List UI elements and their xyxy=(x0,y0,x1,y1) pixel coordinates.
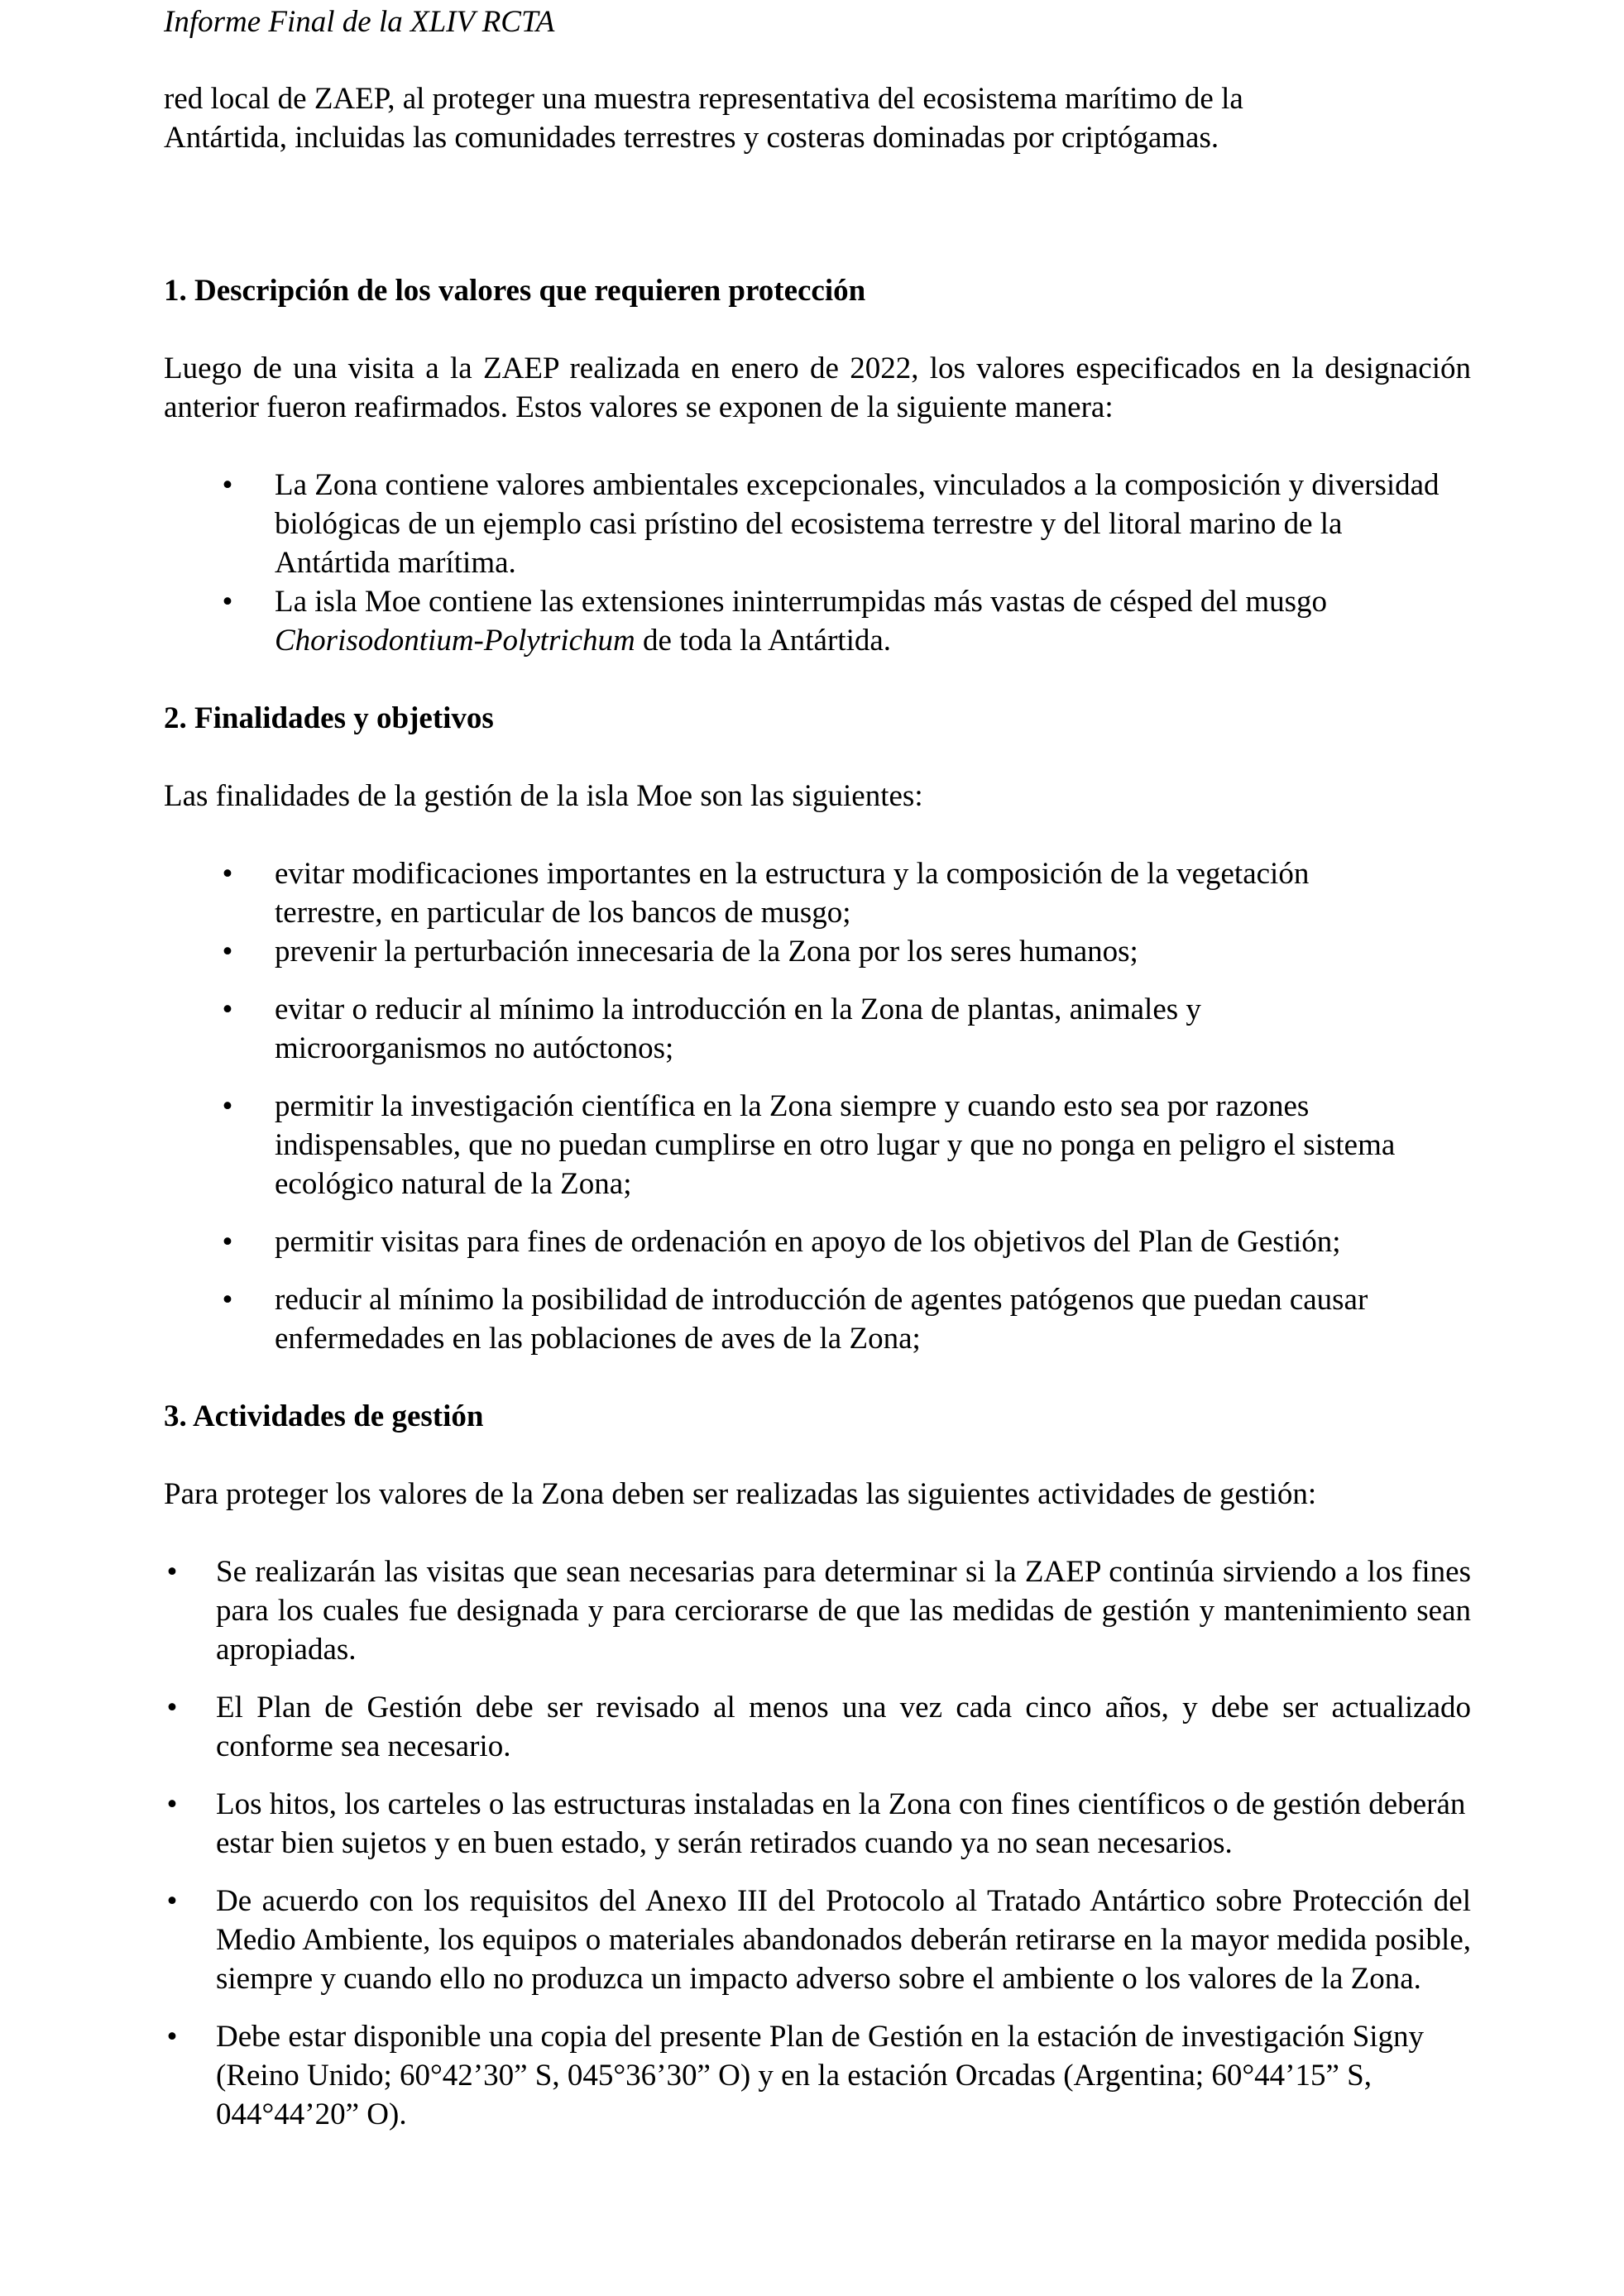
section-3-paragraph: Para proteger los valores de la Zona deben ser realizadas las siguientes actividades de gestión: xyxy=(164,1477,1317,1511)
bullet-icon: • xyxy=(166,2020,178,2054)
bullet-icon: • xyxy=(166,1555,178,1589)
list-item xyxy=(222,466,1471,582)
list-item-text: La Zona contiene valores ambientales excepcionales, vinculados a la composición y diversidad biológicas de un ejemplo casi prístino del ecosistema terrestre y del litoral marino de la Antártida marítima. xyxy=(275,468,1440,580)
list-item xyxy=(166,1552,1471,1669)
intro-line-2: Antártida, incluidas las comunidades terrestres y costeras dominadas por criptógamas. xyxy=(164,121,1219,155)
list-item xyxy=(222,582,1471,660)
list-item-text: La isla Moe contiene las extensiones ininterrumpidas más vastas de césped del musgo xyxy=(275,585,1328,619)
list-item xyxy=(166,1785,1471,1863)
bullet-icon: • xyxy=(222,468,233,502)
list-item xyxy=(166,1688,1471,1766)
list-item-text: evitar modificaciones importantes en la estructura y la composición de la vegetación terrestre, en particular de los bancos de musgo; xyxy=(275,857,1310,930)
list-item xyxy=(166,2017,1471,2134)
bullet-icon: • xyxy=(222,1089,233,1123)
intro-paragraph xyxy=(164,79,1471,157)
section-3-heading: 3. Actividades de gestión xyxy=(164,1399,484,1433)
running-header: Informe Final de la XLIV RCTA xyxy=(164,5,555,39)
list-item-text: De acuerdo con los requisitos del Anexo III del Protocolo al Tratado Antártico sobre Protección del Medio Ambiente, los equipos o materiales abandonados deberán retirarse en la mayor medida posible, siempre y cuando ello no produzca un impacto adverso sobre el ambiente o los valores de la Zona. xyxy=(216,1884,1471,1996)
list-item-text: permitir la investigación científica en la Zona siempre y cuando esto sea por razones indispensables, que no puedan cumplirse en otro lugar y que no ponga en peligro el sistema ecológico natural de la Zona; xyxy=(275,1089,1396,1201)
list-item xyxy=(222,932,1471,971)
bullet-icon: • xyxy=(222,857,233,891)
list-item-text: Debe estar disponible una copia del presente Plan de Gestión en la estación de investigación Signy (Reino Unido; 60°42’30” S, 045°36’30” O) y en la estación Orcadas (Argentina; 60°44’15” S, 044°44’20” O). xyxy=(216,2020,1425,2131)
intro-line-1: red local de ZAEP, al proteger una muestra representativa del ecosistema marítimo de la xyxy=(164,82,1243,116)
section-1-heading: 1. Descripción de los valores que requieren protección xyxy=(164,274,866,308)
bullet-icon: • xyxy=(166,1691,178,1724)
section-1-list xyxy=(222,466,1471,660)
list-item-text: prevenir la perturbación innecesaria de la Zona por los seres humanos; xyxy=(275,935,1138,969)
section-2-heading: 2. Finalidades y objetivos xyxy=(164,701,494,735)
list-item-text: El Plan de Gestión debe ser revisado al menos una vez cada cinco años, y debe ser actualizado conforme sea necesario. xyxy=(216,1691,1471,1763)
section-2-paragraph: Las finalidades de la gestión de la isla Moe son las siguientes: xyxy=(164,779,923,813)
bullet-icon: • xyxy=(222,993,233,1026)
list-item-text: permitir visitas para fines de ordenación en apoyo de los objetivos del Plan de Gestión; xyxy=(275,1225,1341,1259)
bullet-icon: • xyxy=(222,935,233,969)
bullet-icon: • xyxy=(222,1225,233,1259)
document-body xyxy=(164,79,1471,2134)
list-item-text: de toda la Antártida. xyxy=(635,624,892,658)
list-item xyxy=(222,990,1471,1068)
bullet-icon: • xyxy=(166,1884,178,1918)
list-item-text: Se realizarán las visitas que sean necesarias para determinar si la ZAEP continúa sirviendo a los fines para los cuales fue designada y para cerciorarse de que las medidas de gestión y mantenimiento sean apropiadas. xyxy=(216,1555,1471,1667)
section-2-list xyxy=(222,854,1471,1358)
bullet-icon: • xyxy=(222,585,233,619)
list-item xyxy=(222,1280,1471,1358)
list-item-text: reducir al mínimo la posibilidad de introducción de agentes patógenos que puedan causar enfermedades en las poblaciones de aves de la Zona; xyxy=(275,1283,1368,1356)
list-item-text: evitar o reducir al mínimo la introducción en la Zona de plantas, animales y microorganismos no autóctonos; xyxy=(275,993,1201,1065)
bullet-icon: • xyxy=(222,1283,233,1317)
species-name: Chorisodontium-Polytrichum xyxy=(275,624,635,658)
section-1-paragraph: Luego de una visita a la ZAEP realizada en enero de 2022, los valores especificados en la designación anterior fueron reafirmados. Estos valores se exponen de la siguiente manera: xyxy=(164,352,1471,424)
section-3-list xyxy=(166,1552,1471,2134)
list-item-text: Los hitos, los carteles o las estructuras instaladas en la Zona con fines científicos o de gestión deberán estar bien sujetos y en buen estado, y serán retirados cuando ya no sean necesarios. xyxy=(216,1787,1466,1860)
list-item xyxy=(222,1087,1471,1203)
list-item xyxy=(166,1882,1471,1998)
list-item xyxy=(222,854,1471,932)
bullet-icon: • xyxy=(166,1787,178,1821)
list-item xyxy=(222,1222,1471,1261)
